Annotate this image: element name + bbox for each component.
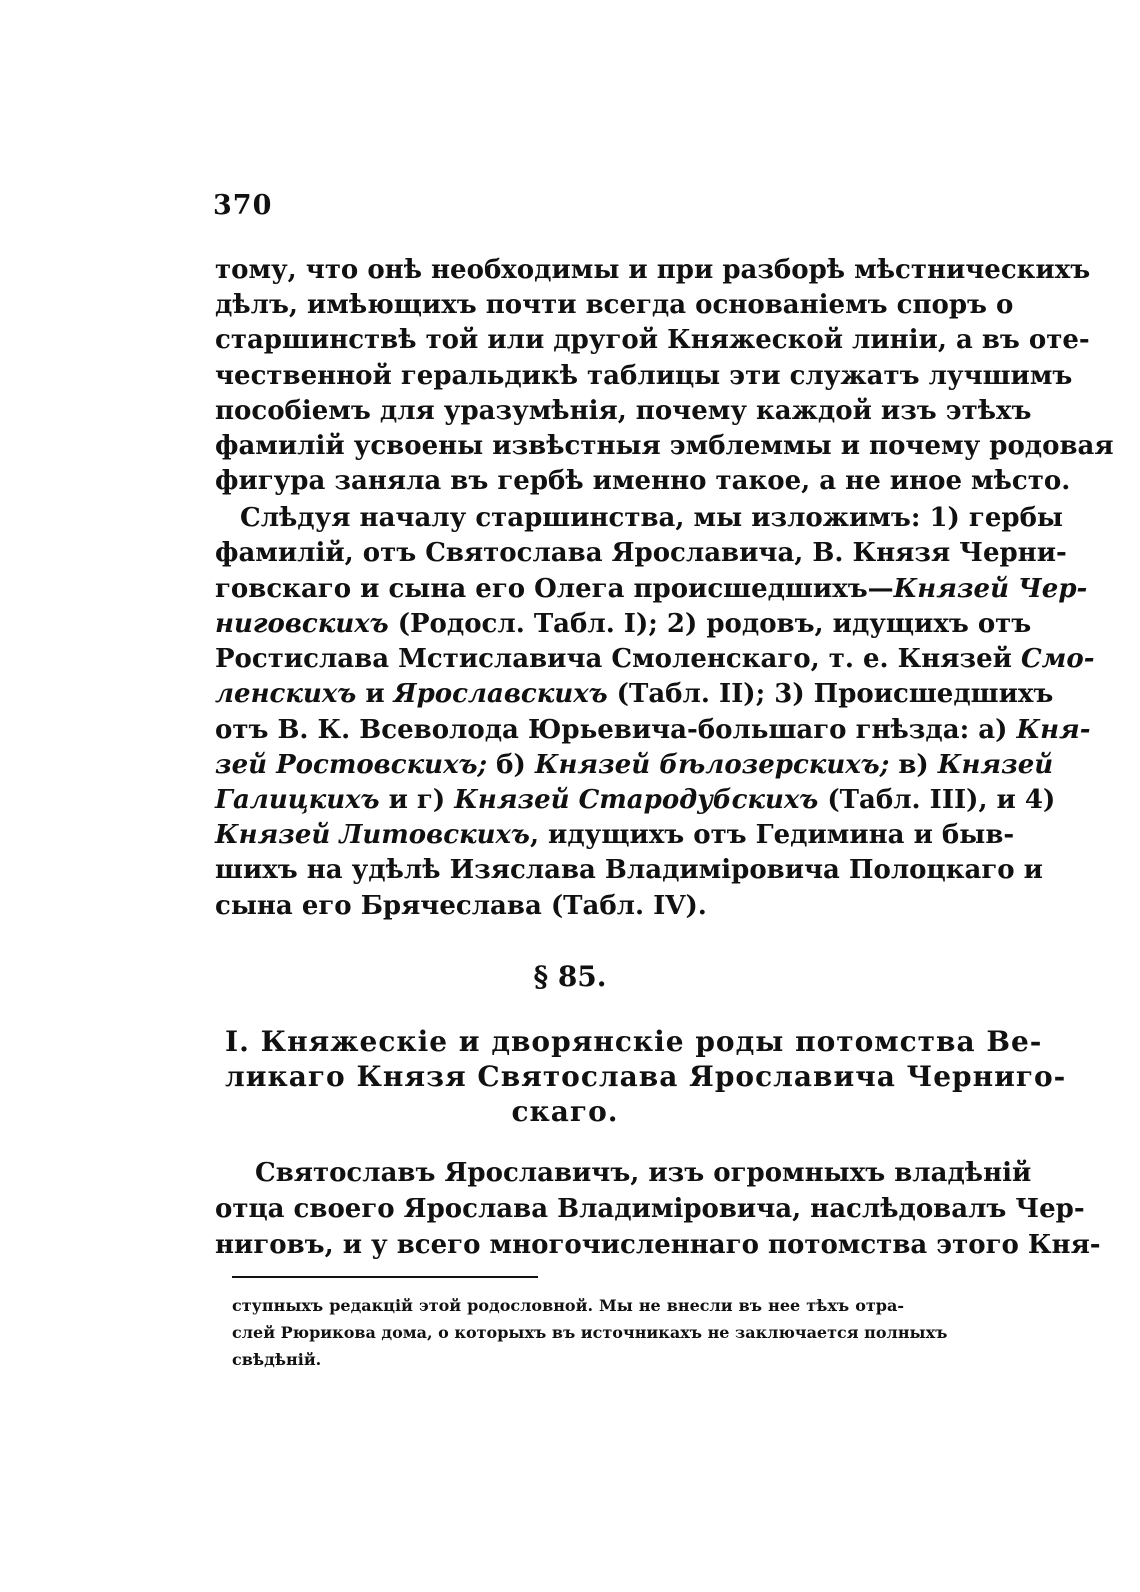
text-run: (Родосл. Табл. I); 2) родовъ, идущихъ отъ — [388, 609, 1032, 639]
italic-run: Князей Стародубскихъ — [454, 785, 819, 815]
text-line: Святославъ Ярославичъ, изъ огромныхъ владѣній — [255, 1158, 1032, 1188]
italic-run: Кня- — [1016, 715, 1091, 745]
text-line: Слѣдуя началу старшинства, мы изложимъ: 1) гербы — [240, 503, 1063, 533]
text-line — [215, 715, 1091, 745]
text-run: и г) — [379, 785, 455, 815]
text-line: чественной геральдикѣ таблицы эти служатъ лучшимъ — [215, 361, 1073, 391]
text-line: старшинствѣ той или другой Княжеской линіи, а въ оте- — [215, 325, 1090, 355]
page-number: 370 — [213, 190, 273, 221]
section-mark: § 85. — [533, 960, 607, 993]
footnote-line: свѣдѣній. — [232, 1350, 322, 1369]
text-line: фигура заняла въ гербѣ именно такое, а не иное мѣсто. — [215, 466, 1071, 496]
text-run: , идущихъ отъ Гедимина и быв- — [529, 820, 1015, 850]
italic-run: ленскихъ — [215, 679, 357, 709]
italic-run: Князей бѣлозерскихъ; — [534, 750, 890, 780]
text-run: (Табл. II); 3) Происшедшихъ — [607, 679, 1054, 709]
footnote-rule — [232, 1276, 538, 1278]
text-run: и — [356, 679, 394, 709]
italic-run: Смо- — [1020, 644, 1095, 674]
text-line: сына его Брячеслава (Табл. IV). — [215, 891, 707, 921]
text-run: отъ В. К. Всеволода Юрьевича-большаго гнѣзда: а) — [215, 715, 1017, 745]
text-run: в) — [889, 750, 938, 780]
text-run: (Табл. III), и 4) — [818, 785, 1056, 815]
text-line: дѣлъ, имѣющихъ почти всегда основаніемъ споръ о — [215, 290, 1014, 320]
section-heading-line: скаго. — [511, 1095, 619, 1128]
italic-run: зей Ростовскихъ; — [215, 750, 488, 780]
section-heading-line: ликаго Князя Святослава Ярославича Черниго- — [225, 1060, 1067, 1093]
text-line: ниговъ, и у всего многочисленнаго потомства этого Кня- — [215, 1230, 1101, 1260]
italic-run: Князей Чер- — [893, 574, 1088, 604]
italic-run: Князей Литовскихъ — [215, 820, 530, 850]
text-run: Ростислава Мстиславича Смоленскаго, т. е. Князей — [215, 644, 1021, 674]
footnote-line: ступныхъ редакцій этой родословной. Мы не внесли въ нее тѣхъ отра- — [232, 1296, 904, 1315]
italic-run: ниговскихъ — [215, 609, 389, 639]
italic-run: Ярославскихъ — [393, 679, 608, 709]
section-heading-line: I. Княжескіе и дворянскіе роды потомства Ве- — [225, 1025, 1043, 1058]
text-line: отца своего Ярослава Владимiровича, наслѣдовалъ Чер- — [215, 1194, 1085, 1224]
text-line — [215, 820, 1015, 850]
text-line: тому, что онѣ необходимы и при разборѣ мѣстническихъ — [215, 255, 1091, 285]
text-line: пособіемъ для уразумѣнія, почему каждой изъ этѣхъ — [215, 396, 1032, 426]
text-line: фамилій усвоены извѣстныя эмблеммы и почему родовая — [215, 431, 1114, 461]
text-run: б) — [487, 750, 535, 780]
text-line — [215, 574, 1088, 604]
text-line — [215, 644, 1095, 674]
text-line: шихъ на удѣлѣ Изяслава Владимiровича Полоцкаго и — [215, 855, 1043, 885]
text-line — [215, 679, 1054, 709]
text-line — [215, 785, 1056, 815]
text-line — [215, 750, 1054, 780]
text-line — [215, 609, 1032, 639]
italic-run: Князей — [937, 750, 1054, 780]
text-run: говскаго и сына его Олега происшедшихъ— — [215, 574, 894, 604]
text-line: фамилій, отъ Святослава Ярославича, В. Князя Черни- — [215, 538, 1067, 568]
italic-run: Галицкихъ — [215, 785, 380, 815]
footnote-line: слей Рюрикова дома, о которыхъ въ источникахъ не заключается полныхъ — [232, 1323, 948, 1342]
